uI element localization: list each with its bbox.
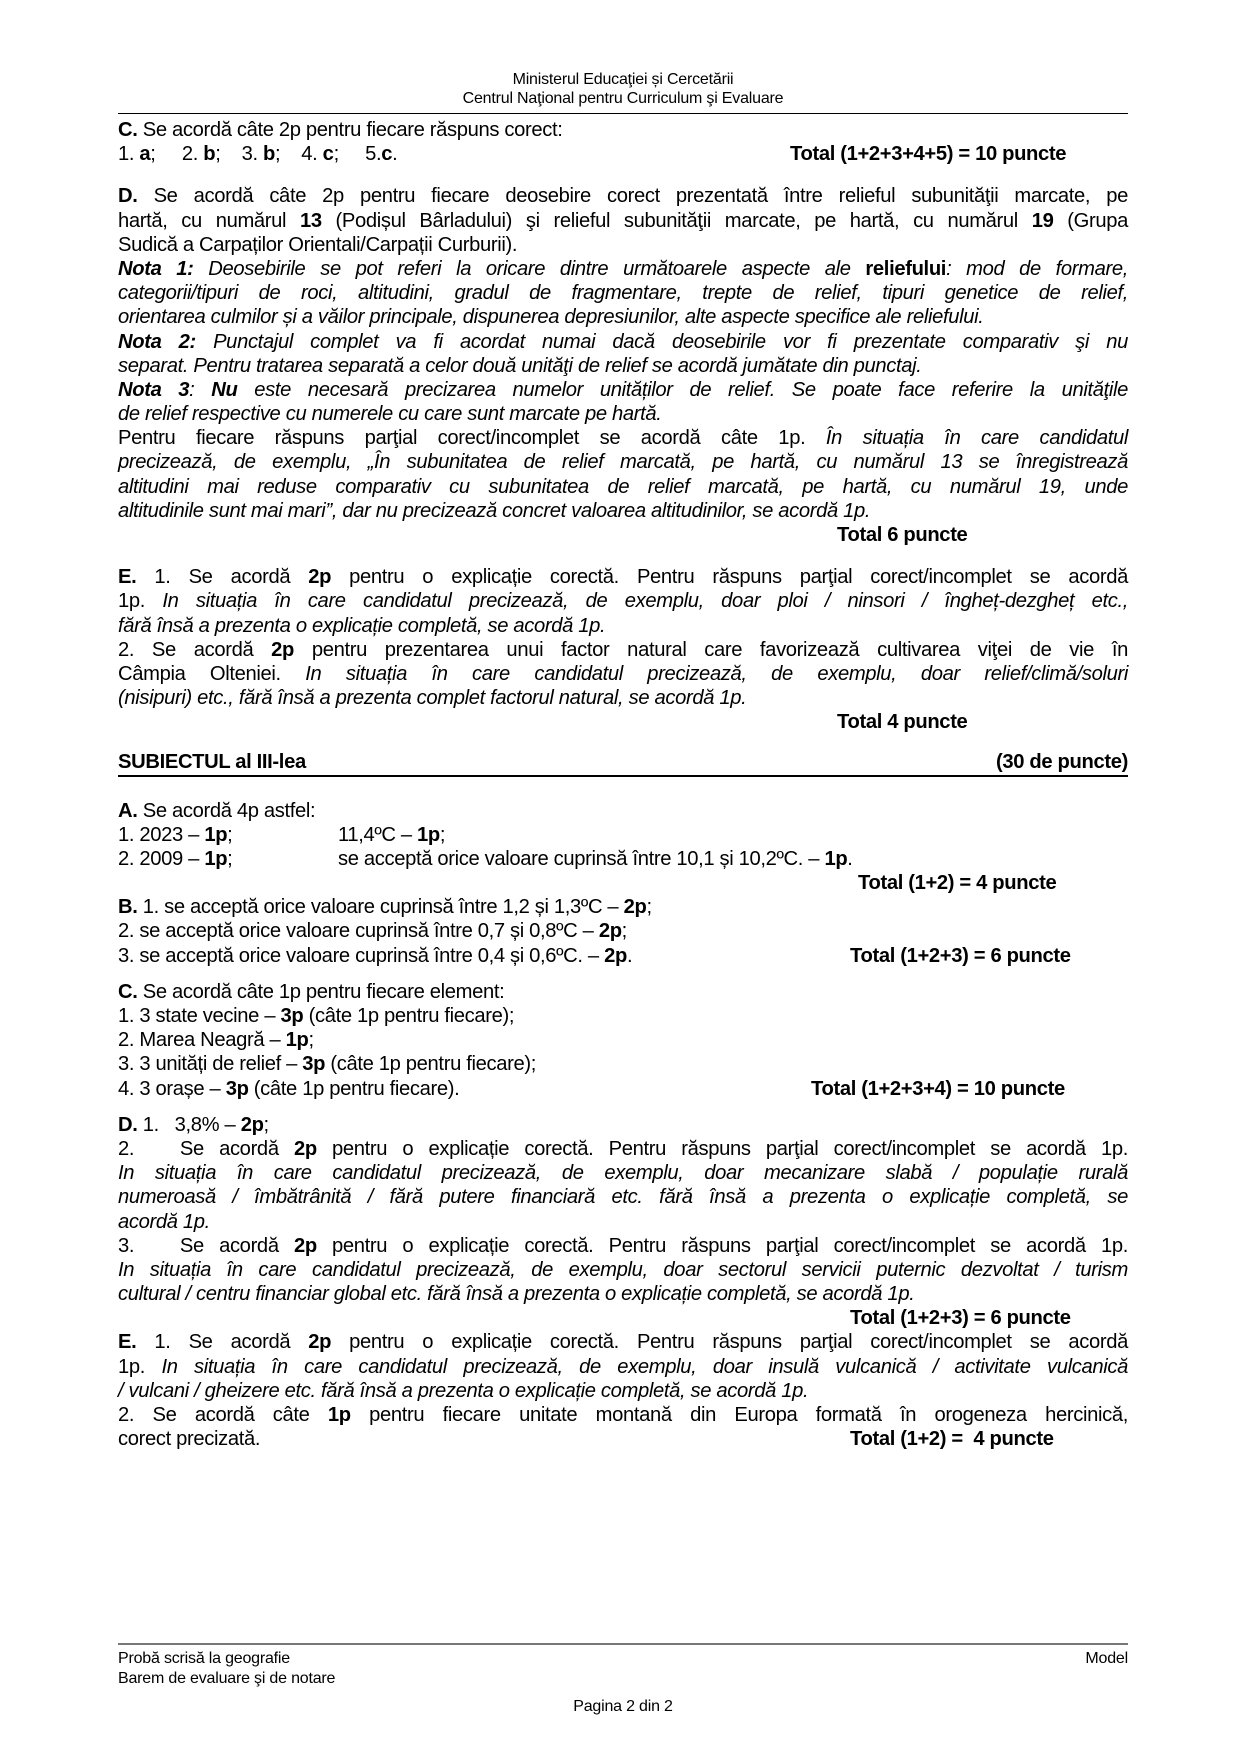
section-c-subject-3: C. Se acordă câte 1p pentru fiecare element: 1. 3 state vecine – 3p (câte 1p pentru fiecare); 2. Marea Neagră – 1p; 3. 3 unități de relief – 3p (câte 1p pentru fiecare); 4. 3 orașe – 3p (câte 1p pentru fiecare). Total (1+2+3+4) = 10 puncte: [118, 980, 1065, 1100]
answer-4: 4. c;: [301, 143, 339, 166]
answer-1: 1. a;: [118, 143, 156, 166]
header-divider: [118, 113, 1128, 114]
footer-divider: [118, 1643, 1128, 1645]
footer-exam-name: Probă scrisă la geografie: [118, 1650, 290, 1667]
section-label: E.: [118, 1331, 137, 1354]
header-center: Centrul Naţional pentru Curriculum şi Evaluare: [462, 90, 784, 107]
section-total: Total (1+2) = 4 puncte: [858, 872, 1057, 895]
nota-2: Nota 2: Punctajul complet va fi acordat numai dacă deosebirile vor fi prezentate comparativ şi nu: [118, 330, 1128, 353]
page-footer: [118, 1649, 1128, 1715]
section-label: C.: [118, 980, 138, 1003]
section-a-subject-3: A. Se acordă 4p astfel: 1. 2023 – 1p; 11,4ºC – 1p; 2. 2009 – 1p; se acceptă orice valoare cuprinsă între 10,1 și 10,2ºC. – 1p. Total (1+2) = 4 puncte: [118, 799, 1057, 895]
section-d-subject-2: D. Se acordă câte 2p pentru fiecare deosebire corect prezentată între relieful subunităţii marcate, pe hartă, cu numărul 13 (Podișul Bârladului) şi relieful subunităţii marcate, pe hartă, cu numărul 19 (Grupa Sudică a Carpaților Orientali/Carpații Curburii). Nota 1: Deosebirile se pot referi la oricare dintre următoarele aspecte ale reliefului: mod de formare, categorii/tipuri de roci, altitudini, gradul de fragmentare, trepte de relief, tipuri genetice de relief, orientarea culmilor și a văilor principale, dispunerea depresiunilor, alte aspecte specifice ale reliefului. Nota 2: Punctajul complet va fi acordat numai dacă deosebirile vor fi prezentate comparativ şi nu separat. Pentru tratarea separată a celor două unităţi de relief se acordă jumătate din punctaj. Nota 3: Nu este necesară precizarea numelor unităților de relief. Se poate face referire la unităţile de relief respective cu numerele cu care sunt marcate pe hartă. Pentru fiecare răspuns parţial corect/incomplet se acordă câte 1p. În situația în care candidatul precizează, de exemplu, „În subunitatea de relief marcată, pe hartă, cu numărul 13 se înregistrează altitudini mai reduse comparativ cu subunitatea de relief marcată, pe hartă, cu numărul 19, unde altitudinile sunt mai mari”, dar nu precizează concret valoarea altitudinilor, se acordă 1p. Total 6 puncte: [118, 185, 1128, 546]
section-total: Total (1+2) = 4 puncte: [850, 1428, 1054, 1451]
section-d-subject-3: D. 1. 3,8% – 2p; 2. Se acordă 2p pentru o explicație corectă. Pentru răspuns parţial corect/incomplet se acordă 1p. In situația în care candidatul precizează, de exemplu, doar mecanizare slabă / populație rurală numeroasă / îmbătrânită / fără putere financiară etc. fără însă a prezenta o explicație completă, se acordă 1p. 3. Se acordă 2p pentru o explicație corectă. Pentru răspuns parţial corect/incomplet se acordă 1p. In situația în care candidatul precizează, de exemplu, doar sectorul servicii puternic dezvoltat / turism cultural / centru financiar global etc. fără însă a prezenta o explicație completă, se acordă 1p. Total (1+2+3) = 6 puncte: [118, 1113, 1128, 1330]
nota-3: Nota 3: Nu este necesară precizarea numelor unităților de relief. Se poate face referire la unităţile: [118, 378, 1128, 401]
section-c-subject-2: [118, 118, 1128, 166]
section-label: D.: [118, 1113, 138, 1136]
section-label: B.: [118, 896, 138, 919]
subject-title: SUBIECTUL al III-lea: [118, 751, 306, 774]
section-total: Total (1+2+3+4+5) = 10 puncte: [790, 143, 1067, 166]
header-ministry: Ministerul Educaţiei și Cercetării: [512, 71, 734, 88]
section-total: Total (1+2+3) = 6 puncte: [850, 944, 1071, 967]
section-total: Total 4 puncte: [837, 711, 968, 734]
subject-points: (30 de puncte): [996, 751, 1128, 774]
footer-doc-type: Barem de evaluare şi de notare: [118, 1670, 336, 1687]
section-label: E.: [118, 566, 137, 589]
section-e-subject-2: E. 1. Se acordă 2p pentru o explicație corectă. Pentru răspuns parţial corect/incomplet se acordă 1p. In situația în care candidatul precizează, de exemplu, doar ploi / ninsori / îngheț-dezgheț etc., fără însă a prezenta o explicație completă, se acordă 1p. 2. Se acordă 2p pentru prezentarea unui factor natural care favorizează cultivarea viţei de vie în Câmpia Olteniei. In situația în care candidatul precizează, de exemplu, doar relief/climă/soluri (nisipuri) etc., fără însă a prezenta complet factorul natural, se acordă 1p. Total 4 puncte: [118, 566, 1129, 734]
page-number: Pagina 2 din 2: [573, 1698, 673, 1715]
partial-credit: Pentru fiecare răspuns parţial corect/incomplet se acordă câte 1p. În situația în care candidatul: [118, 427, 1128, 450]
answers-row: [118, 142, 1128, 166]
section-label: A.: [118, 799, 138, 822]
section-total: Total (1+2+3+4) = 10 puncte: [811, 1077, 1065, 1100]
section-label: D.: [118, 185, 138, 208]
answer-3: 3. b;: [241, 143, 281, 166]
footer-model-label: Model: [1085, 1650, 1128, 1667]
section-intro: Se acordă câte 2p pentru fiecare răspuns corect:: [137, 119, 563, 141]
answer-5: 5.c.: [365, 143, 398, 166]
section-total: Total 6 puncte: [837, 524, 968, 546]
answer-2: 2. b;: [181, 143, 221, 166]
nota-1: Nota 1: Deosebirile se pot referi la oricare dintre următoarele aspecte ale reliefului: mod de formare,: [118, 257, 1128, 280]
section-b-subject-3: B. 1. se acceptă orice valoare cuprinsă între 1,2 și 1,3ºC – 2p; 2. se acceptă orice valoare cuprinsă între 0,7 și 0,8ºC – 2p; 3. se acceptă orice valoare cuprinsă între 0,4 și 0,6ºC. – 2p. Total (1+2+3) = 6 puncte: [118, 896, 1071, 967]
document-body: [118, 118, 1128, 1451]
section-e-subject-3: E. 1. Se acordă 2p pentru o explicație corectă. Pentru răspuns parţial corect/incomplet se acordă 1p. In situația în care candidatul precizează, de exemplu, doar insulă vulcanică / activitate vulcanică / vulcani / gheizere etc. fără însă a prezenta o explicație completă, se acordă 1p. 2. Se acordă câte 1p pentru fiecare unitate montană din Europa formată în orogeneza hercinică, corect precizată. Total (1+2) = 4 puncte: [118, 1331, 1129, 1451]
section-total: Total (1+2+3) = 6 puncte: [850, 1307, 1071, 1330]
subject-3-heading: [118, 749, 1128, 777]
section-label: C.: [118, 119, 138, 141]
page-header: [118, 70, 1128, 108]
